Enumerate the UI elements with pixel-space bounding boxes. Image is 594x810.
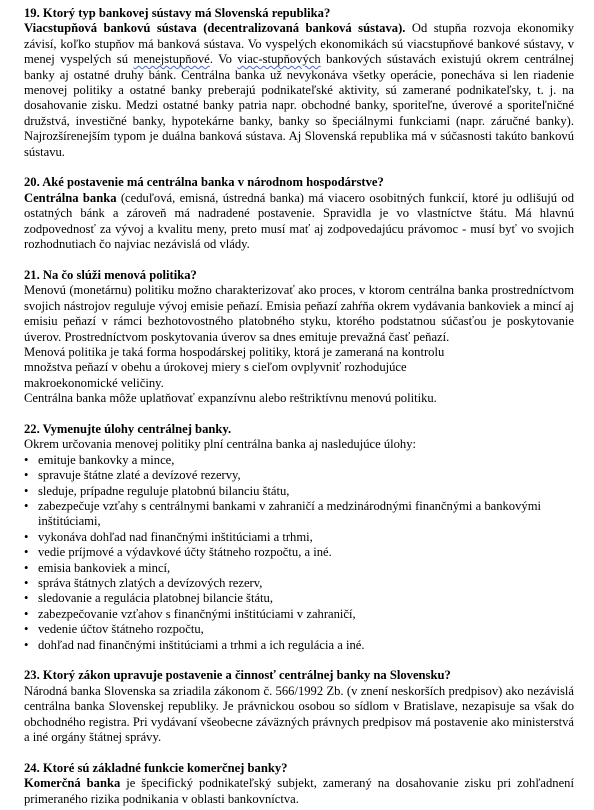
bullet-icon: • (24, 606, 29, 621)
list-item (24, 622, 574, 637)
answer-22-intro: Okrem určovania menovej politiky plní centrálna banka aj nasledujúce úlohy: (24, 437, 417, 452)
list-item (24, 499, 574, 530)
list-item-text: správa štátnych zlatých a devízových rezerv, (38, 575, 263, 590)
bullet-icon: • (24, 498, 29, 513)
list-item-text: zabezpečovanie vzťahov s finančnými inštitúciami v zahraničí, (38, 606, 356, 621)
answer-21-line-3: makroekonomické veličiny. (24, 375, 164, 390)
answer-24-lead: Komerčná banka (24, 776, 121, 791)
question-20-heading: 20. Aké postavenie má centrálna banka v národnom hospodárstve? (24, 175, 384, 190)
list-item (24, 638, 574, 653)
section-23 (24, 668, 574, 745)
answer-20-lead: Centrálna banka (24, 190, 117, 205)
list-item-text: vedie príjmové a výdavkové účty štátneho rozpočtu, a iné. (38, 545, 332, 560)
spellcheck-word-2[interactable]: viac-stupňových (237, 52, 321, 67)
spellcheck-word-1[interactable]: menejstupňové (133, 52, 210, 67)
answer-21-paragraph: Menovú (monetárnu) politiku možno charakterizovať ako proces, v ktorom centrálna banka prostredníctvom svojich nástrojov reguluje vývoj emisie peňazí. Emisia peňazí zahŕňa okrem vydávania bankoviek a mincí aj emisiu peňazí v rámci bezhotovostného platobného styku, ktorého podstatnou súčasťou je poskytovanie úverov. Prostredníctvom poskytovania úverov sa dnes emituje prevažná časť peňazí. (24, 283, 574, 344)
answer-21-line-1: Menová politika je taká forma hospodárskej politiky, ktorá je zameraná na kontrolu (24, 344, 445, 359)
list-item (24, 607, 574, 622)
list-item (24, 545, 574, 560)
list-item-text: emituje bankovky a mince, (38, 452, 175, 467)
bullet-icon: • (24, 637, 29, 652)
list-item (24, 591, 574, 606)
bullet-icon: • (24, 545, 29, 560)
list-item-text: dohľad nad finančnými inštitúciami a trhmi a ich regulácia a iné. (38, 637, 365, 652)
answer-21-line-4: Centrálna banka môže uplatňovať expanzívnu alebo reštriktívnu menovú politiku. (24, 391, 437, 406)
list-item-text: sleduje, prípadne reguluje platobnú bilanciu štátu, (38, 483, 290, 498)
list-item (24, 453, 574, 468)
list-item-text: spravuje štátne zlaté a devízové rezervy, (38, 468, 241, 483)
section-21 (24, 268, 574, 407)
question-22-heading: 22. Vymenujte úlohy centrálnej banky. (24, 421, 232, 436)
list-item-text: zabezpečuje vzťahy s centrálnymi bankami v zahraničí a medzinárodnými finančnými a bankovými inštitúciami, (38, 498, 541, 529)
list-item-text: vedenie účtov štátneho rozpočtu, (38, 622, 204, 637)
list-item (24, 561, 574, 576)
section-24 (24, 761, 574, 807)
answer-24-paragraph (24, 776, 574, 807)
answer-19-text-1: Od stupňa rozvoja ekonomiky závisí, koľko stupňov má banková sústava. Vo vyspelých ekonomikách sú viacstupňové bankové sústavy, v menej vyspelých sú (24, 21, 574, 67)
bullet-icon: • (24, 575, 29, 590)
answer-19-lead: Viacstupňová bankovú sústava (decentralizovaná banková sústava). (24, 21, 406, 36)
answer-19-paragraph (24, 21, 574, 160)
section-22 (24, 422, 574, 653)
question-23-heading: 23. Ktorý zákon upravuje postavenie a činnosť centrálnej banky na Slovensku? (24, 668, 451, 683)
section-19 (24, 6, 574, 160)
section-20 (24, 175, 574, 252)
bullet-icon: • (24, 560, 29, 575)
list-item (24, 530, 574, 545)
question-19-heading: 19. Ktorý typ bankovej sústavy má Slovenská republika? (24, 6, 331, 20)
bullet-icon: • (24, 529, 29, 544)
question-21-heading: 21. Na čo slúži menová politika? (24, 267, 197, 282)
answer-23-paragraph: Národná banka Slovenska sa zriadila zákonom č. 566/1992 Zb. (v znení neskorších predpisov) ako nezávislá centrálna banka Slovenskej republiky. Je právnickou osobou so sídlom v Bratislave, nezapisuje sa však do obchodného registra. Pri vydávaní všeobecne záväzných právnych predpisov má postavenie ako ministerstvá a iné orgány štátnej správy. (24, 683, 574, 745)
answer-20-text: (ceduľová, emisná, ústredná banka) má viacero osobitných funkcií, ktoré ju odlišujú od ostatných bánk a zároveň má nadradené postavenie. Spravidla je vo vlastníctve štátu. Má hlavnú zodpovednosť za vývoj a kvalitu meny, preto musí mať aj zodpovedajúcu právomoc - musí byť vo svojich rozhodnutiach čo najviac nezávislá od vlády. (24, 190, 575, 252)
bullet-icon: • (24, 468, 29, 483)
answer-21-line-2: množstva peňazí v obehu a úrokovej miery s cieľom ovplyvniť rozhodujúce (24, 360, 407, 375)
answer-20-paragraph (24, 191, 574, 253)
list-item (24, 576, 574, 591)
bullet-icon: • (24, 591, 29, 606)
question-24-heading: 24. Ktoré sú základné funkcie komerčnej banky? (24, 760, 288, 775)
task-list (24, 453, 574, 653)
bullet-icon: • (24, 622, 29, 637)
bullet-icon: • (24, 483, 29, 498)
bullet-icon: • (24, 452, 29, 467)
answer-24-text: je špecifický podnikateľský subjekt, zameraný na dosahovanie zisku pri zohľadnení primeraného rizika podnikania v oblasti bankovníctva. (24, 776, 574, 806)
answer-19-text-3: bankových sústavách existujú okrem centrálnej banky aj ostatné druhy bánk. Centrálna banka už nevykonáva všetky operácie, ponecháva si len riadenie menovej politiky a ostatné banky preberajú podnikateľské aktivity, sú zamerané podnikateľsky, t. j. na dosahovanie zisku. Medzi ostatné banky patria napr. obchodné banky, sporiteľne, úverové a sporiteľničné družstvá, investičné banky, hypotekárne banky, banky so špeciálnymi funkciami (napr. záručné banky). Najrozšírenejším typom je duálna banková sústava. Aj Slovenská republika má v súčasnosti takúto bankovú sústavu. (24, 52, 575, 159)
list-item (24, 468, 574, 483)
list-item-text: emisia bankoviek a mincí, (38, 560, 171, 575)
answer-19-text-2: . Vo (209, 52, 238, 67)
list-item-text: sledovanie a regulácia platobnej bilancie štátu, (38, 591, 273, 606)
list-item (24, 484, 574, 499)
list-item-text: vykonáva dohľad nad finančnými inštitúciami a trhmi, (38, 529, 313, 544)
